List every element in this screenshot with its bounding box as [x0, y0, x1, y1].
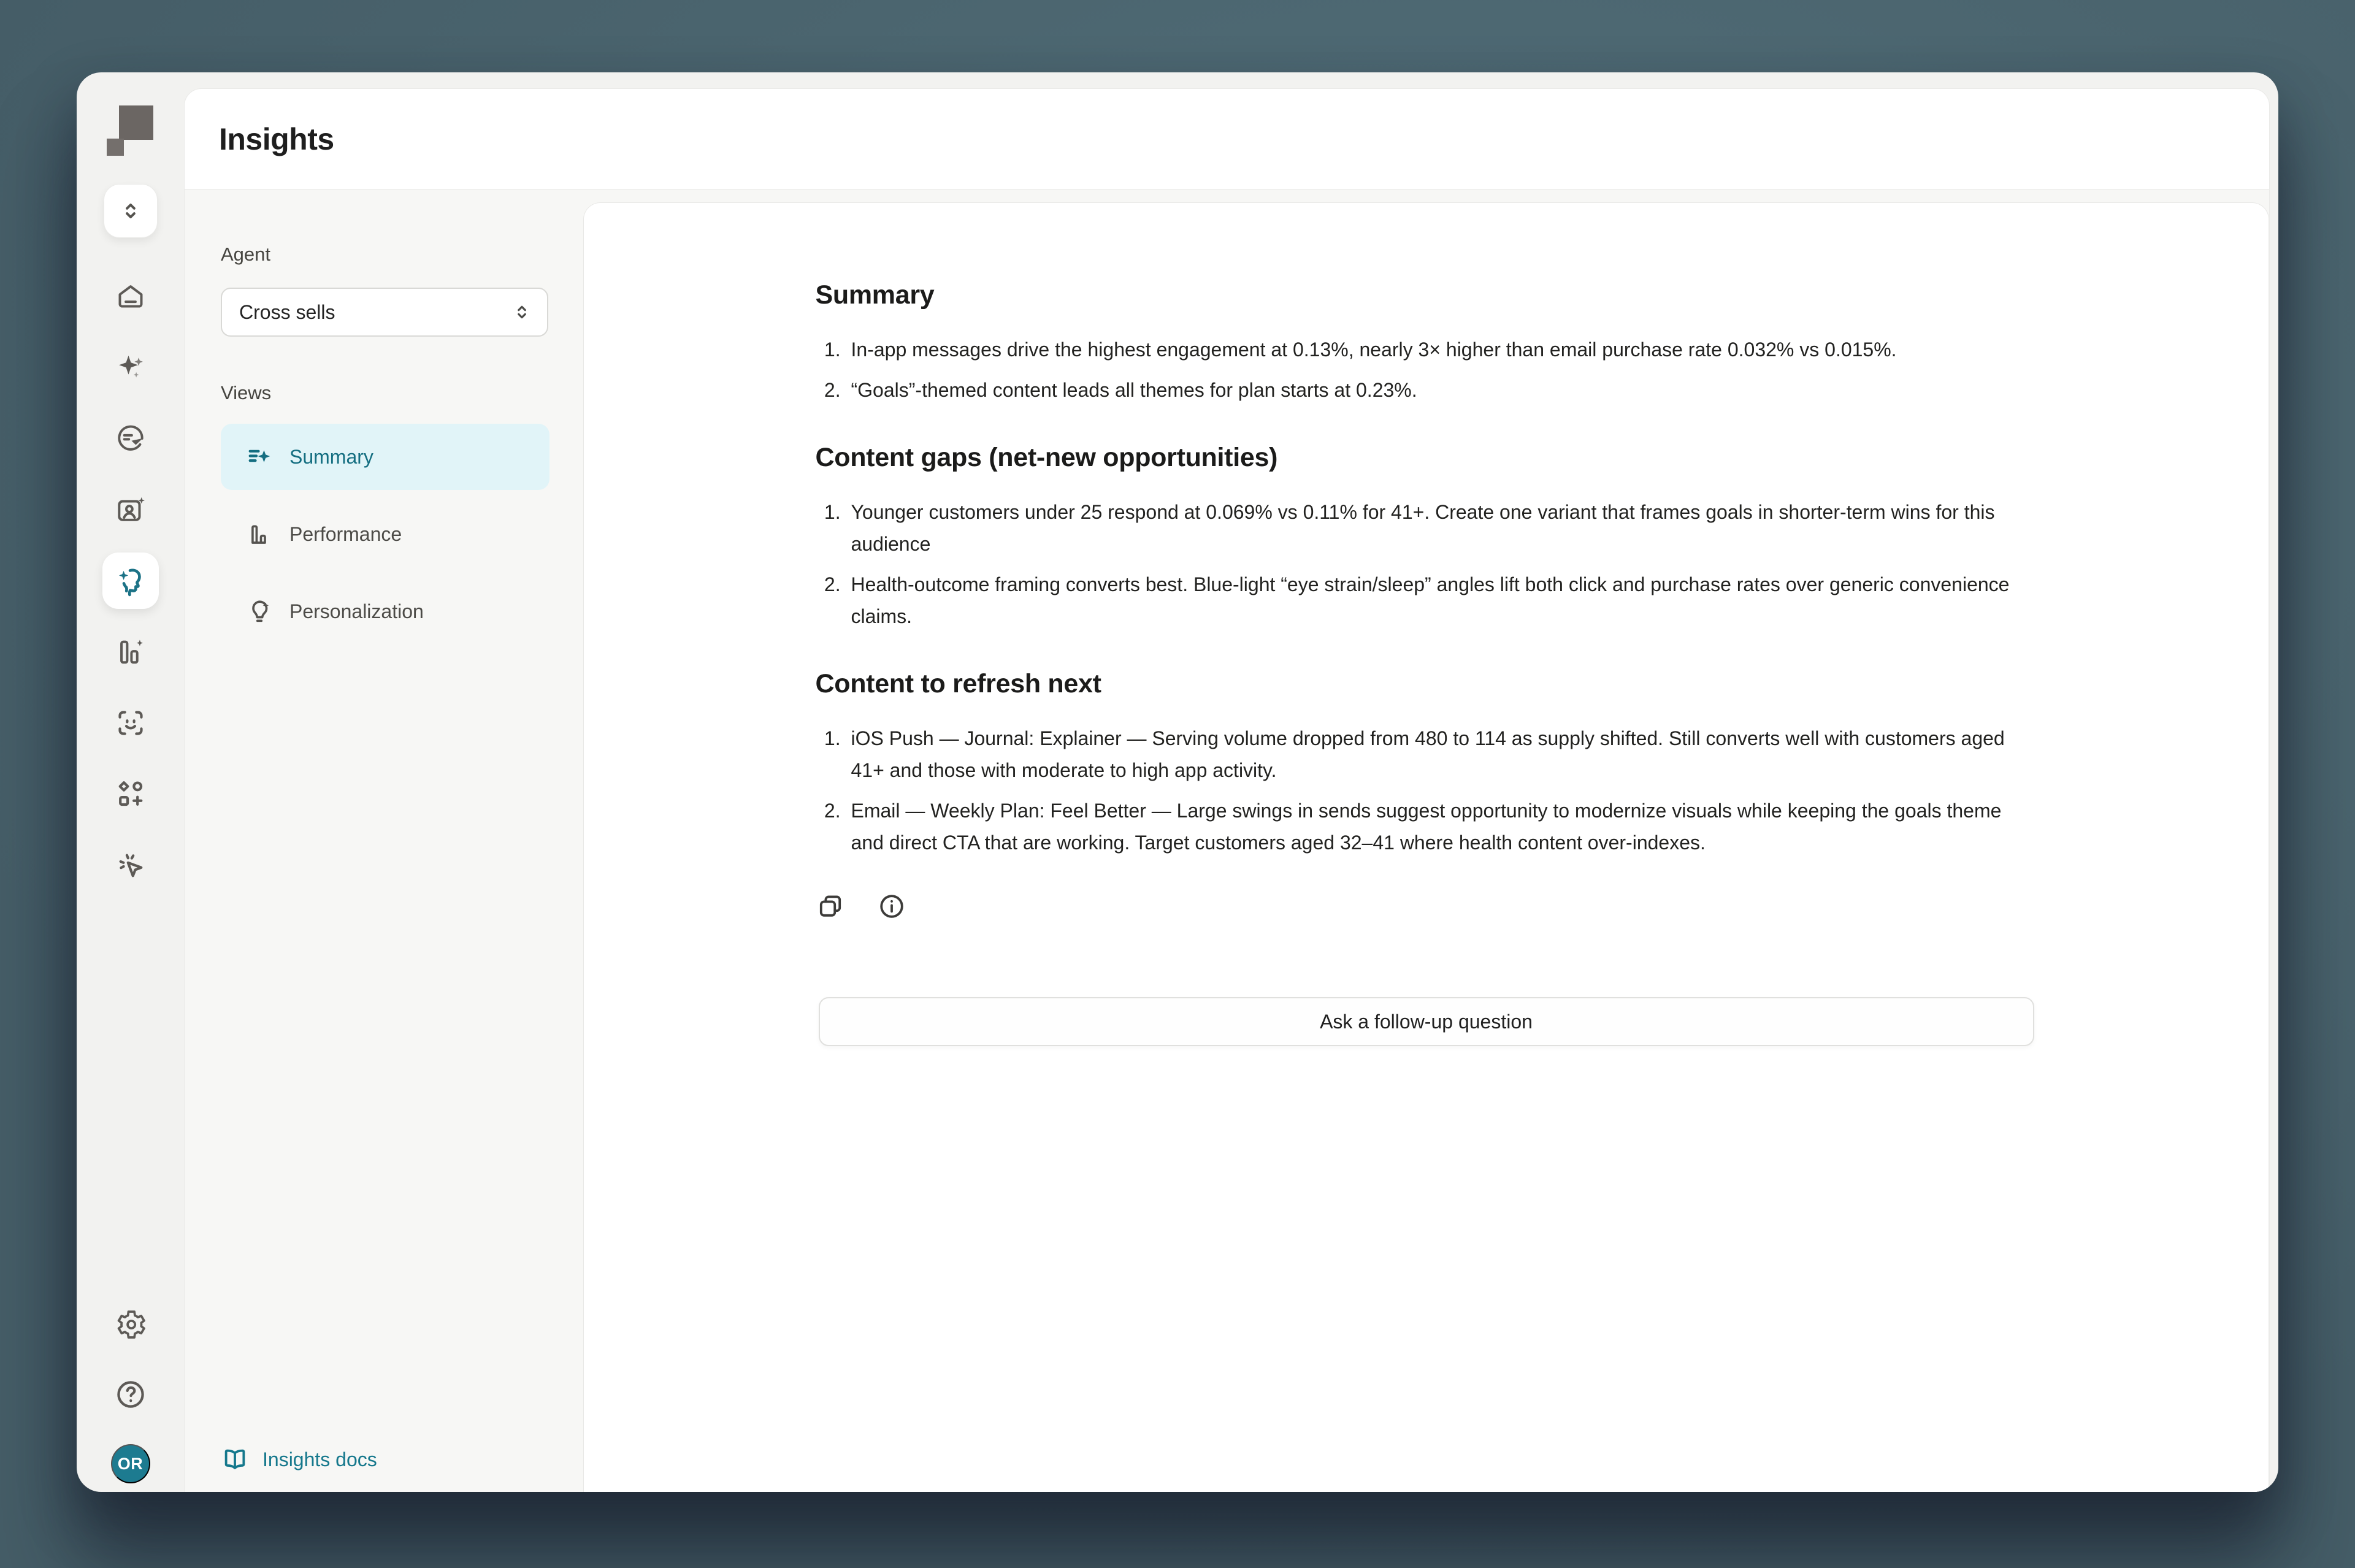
view-item-label: Performance: [289, 522, 402, 545]
face-scan-nav-button[interactable]: [110, 703, 151, 743]
question-circle-icon: [113, 1377, 148, 1412]
list-item: 1. Younger customers under 25 respond at 0.069% vs 0.11% for 41+. Create one variant that frames goals in shorter-term wins for this audience: [846, 496, 2037, 560]
shapes-icon: [113, 777, 148, 811]
view-item-label: Summary: [289, 445, 373, 468]
insights-report-card: [583, 202, 2269, 1492]
help-button[interactable]: [110, 1374, 151, 1415]
agent-label: Agent: [221, 243, 271, 265]
ask-followup-button[interactable]: Ask a follow-up question: [819, 997, 2034, 1046]
page-header: [185, 89, 2269, 189]
main-panel: [184, 88, 2270, 1492]
home-icon: [113, 279, 148, 313]
list-item: 2. “Goals”-themed content leads all themes for plan starts at 0.23%.: [846, 374, 2037, 406]
actions-nav-button[interactable]: [110, 845, 151, 885]
user-avatar[interactable]: [111, 1444, 150, 1483]
ai-assistant-nav-button[interactable]: [110, 347, 151, 388]
section-heading-content-gaps: Content gaps (net-new opportunities): [815, 443, 1278, 472]
chevron-up-down-icon: [118, 199, 143, 223]
section-heading-refresh-next: Content to refresh next: [815, 669, 1101, 698]
report-content: [816, 203, 2037, 1046]
summary-list-sparkle-icon: [245, 443, 274, 471]
bar-chart-sparkle-icon: [113, 635, 148, 669]
list-item: 2. Email — Weekly Plan: Feel Better — Large swings in sends suggest opportunity to modernize visuals while keeping the goals theme and direct CTA that are working. Target customers aged 32–41 where health content over-indexes.: [846, 795, 2037, 859]
logo-square-large: [119, 105, 153, 140]
views-nav: [221, 424, 583, 644]
summary-list: [816, 334, 2037, 406]
view-item-performance[interactable]: [221, 501, 550, 567]
book-icon: [221, 1445, 249, 1474]
view-item-summary[interactable]: [221, 424, 550, 490]
rail-nav: [102, 276, 159, 885]
face-scan-icon: [113, 706, 148, 740]
bar-chart-icon: [245, 520, 274, 548]
app-logo: [107, 105, 155, 156]
logo-square-small: [107, 139, 124, 156]
info-button[interactable]: [877, 892, 906, 921]
rail-bottom-cluster: [110, 1304, 151, 1483]
ai-head-icon: [113, 564, 148, 598]
page-title: Insights: [219, 121, 334, 156]
list-item: 1. iOS Push — Journal: Explainer — Serving volume dropped from 480 to 114 as supply shifted. Still converts well with customers aged 41+ and those with moderate to high app activity.: [846, 722, 2037, 786]
section-heading-summary: Summary: [815, 280, 935, 310]
avatar-initials: OR: [117, 1454, 144, 1473]
list-item: 1. In-app messages drive the highest engagement at 0.13%, nearly 3× higher than email purchase rate 0.032% vs 0.015%.: [846, 334, 2037, 365]
icon-rail: [77, 72, 184, 1492]
copy-button[interactable]: [816, 892, 845, 921]
apps-nav-button[interactable]: [110, 774, 151, 814]
settings-button[interactable]: [110, 1304, 151, 1345]
campaigns-nav-button[interactable]: [110, 418, 151, 459]
view-item-personalization[interactable]: [221, 578, 550, 644]
gear-icon: [113, 1307, 148, 1342]
insights-docs-link[interactable]: [221, 1445, 583, 1474]
agent-select-value: Cross sells: [239, 300, 335, 323]
content-gaps-list: [816, 496, 2037, 632]
refresh-next-list: [816, 722, 2037, 859]
lightbulb-sparkle-icon: [245, 597, 274, 625]
analytics-nav-button[interactable]: [110, 632, 151, 672]
insights-nav-button[interactable]: [102, 553, 159, 609]
agent-select[interactable]: [221, 288, 548, 337]
contact-card-icon: [113, 492, 148, 527]
copy-icon: [816, 892, 845, 921]
view-item-label: Personalization: [289, 600, 424, 622]
cursor-click-icon: [113, 848, 148, 882]
insights-docs-label: Insights docs: [262, 1448, 377, 1470]
sparkle-icon: [113, 350, 148, 384]
list-item: 2. Health-outcome framing converts best. Blue-light “eye strain/sleep” angles lift both click and purchase rates over generic convenience claims.: [846, 568, 2037, 632]
panel-body: [185, 189, 2269, 1492]
contacts-nav-button[interactable]: [110, 489, 151, 530]
app-window: [77, 72, 2278, 1492]
sidebar-expand-button[interactable]: [104, 184, 158, 238]
insights-sidebar: [185, 189, 583, 1492]
response-actions: [816, 892, 2037, 921]
message-send-icon: [113, 421, 148, 456]
views-label: Views: [221, 382, 272, 403]
chevron-up-down-icon: [511, 302, 532, 323]
home-nav-button[interactable]: [110, 276, 151, 316]
info-icon: [877, 892, 906, 921]
